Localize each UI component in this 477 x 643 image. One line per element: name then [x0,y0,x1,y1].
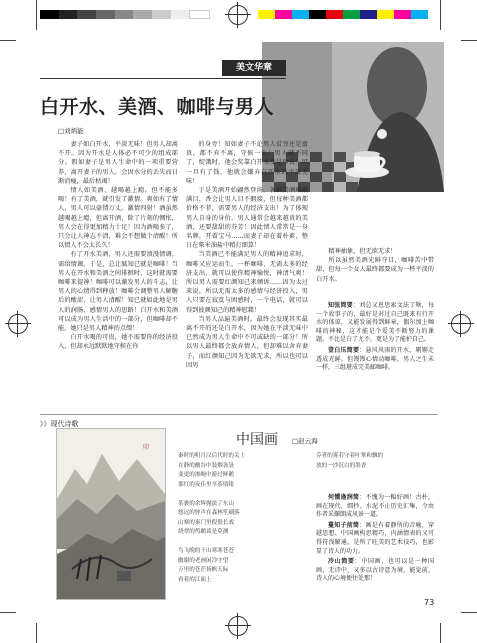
chinese-painting [56,428,166,600]
page-number: 73 [424,598,435,607]
comment: 知弦简要：刘总又息思索文法了啥，每一个故事子的，最好是对过自己既来有行开水的体谅，又能发展得到鲜章，偶尔加上咖啡的神秘，这才能是个爱美不断努力的课题。不比是白了尤不，更是为了能护自己。 [316,302,434,344]
color-bar [258,10,428,19]
paragraph: 情人如美酒，越喝越上瘾，但不能多喝！有了美酒，就引发了激情。爽如有了情人，男人可以豪情万丈。激情四射！酒虽然越喝越上瘾，但离开酒，除了片刻的惆怅，男人会在得更加精力十足！因为酒喝多了，只会让人神志不清，难会不想做个清醒！所以情人不会太长久！ [58,187,178,250]
crop-mark [440,0,441,30]
crop-mark [461,40,477,41]
poem-line: 那红的夜佳里享茶情绪 [178,481,234,488]
poem-line: 茶裹的余辉抛淡了东山 [178,500,234,507]
comment: 冷山简要：中国画，也可以是一种国画，无诗中，又多以古诗意为境，能觉前，诗人的心境便往处那！ [316,558,434,583]
crop-mark [461,612,477,613]
crop-mark [36,0,37,30]
registration-mark-icon [228,5,248,25]
banner-rule [40,78,286,79]
registration-mark-icon [451,314,471,334]
poem-line [178,538,298,548]
poem-line: 看着的江面上 [178,576,212,583]
poem-title: 中国画 [236,432,278,448]
landscape-painting-illustration [57,429,165,599]
poem-line: 变更的渗绳中游过鲜鹅 [178,472,234,478]
section-banner-label: 美文华章 [235,63,272,73]
comment: 蔓知子前简：画是有着静所的音喻，穿越思想、中国画构思精巧，内涵情表的又可得符浅解通。是所了旺美的艺术技巧，也影显了诗人的功力。 [316,521,434,555]
poem-commentary [316,494,434,584]
poem-line: 在静的幽谷中装烟袅袅 [178,462,234,469]
poem-author: □赵云海 [292,437,318,445]
poem-section-divider [40,414,438,415]
paragraph: 当美酒已不能满足男人的精神追求时，咖啡又应运而生，一杯咖啡，无需太多的经济支出，就可以使你精神愉悦，神清气爽！所以男人需要红颜知己来倾诉……因为太过来说，所以无需太多的感情与经济投入，男人只要在寂寞与困感时，一个电话，就可以得到彼颜知己的精神慰藉！ [186,251,308,314]
paragraph: 有了开水美酒，男人还需要浪漫情调，需给情调。于是，总让腻知已就是咖啡！当男人在开水和美酒之间徘徊时，这时就需要咖啡来提神！咖啡可以激发男人的斗志，让男人的心情得到释放！咖啡会调整男人解糖后的酸涩，让男人清醒！知已就如此地是男人的润肠、感情男人的思路！白开水和美酒可以成为男人生活中的一部分，但咖啡却不能，她只是男人精神的点缀！ [58,251,178,333]
poem-line: 芬者的雾若守着叶掌和飘的 [316,453,384,459]
paragraph: 精神抽象，但无欲无求！ [328,248,397,255]
poem-line: 悠远的钟声在森林笙刷落 [178,510,240,516]
registration-mark-icon [8,314,28,334]
comment: 何懂逢润简：不愧为一幅好画！古朴，画在现代，细抄、水泥不止历史汇集，令由作者采撷朗成风景一道。 [316,494,434,519]
paragraph: 白开水喝的可贵，她不需要你的经济投入，但却永远默默地守候在你 [58,334,178,351]
poem-section-label: 》》现代诗歌 [40,420,79,428]
paragraph: 妻子如白开水，平淡无味！但男人却离不开。因为开水是人体必不可少的组成部分。假如妻子是男人生命中的一项重要营养，离开妻子的男人，会因水分的丢失而日渐消瘦，最后枯竭！ [58,141,178,185]
article-author: □刘炳能 [58,127,84,135]
poem-column-2 [316,452,436,471]
poem-line [178,490,298,500]
comment: 壹白压简要：悬风风雨的开水，剔剔走透成光鲜。但馒馒心情动咖啡，男人之生未一样，三组堪成完美邮咖啡。 [316,346,434,372]
poem-line: 山寨的秦门里倪倪长戏 [178,519,234,526]
registration-mark-icon [228,616,248,636]
poem-line: 绕翠的鸬鹚谈是莫测 [178,529,229,535]
crop-mark [0,612,16,613]
poem-line: 幽谢的老画闲冷守望 [178,557,229,564]
grayscale-bar [40,10,210,19]
paragraph: 的身旁！知如妻子不论男人贫穷还是富贵，都不弃不离，守候一生！男人就不同了，绽饿时，他会奖靠白开水变是珍贵！可一旦有了钱，他就会嫌弃白开水的平淡无味！ [186,141,308,185]
poem-column-1 [178,452,298,585]
article-column-3 [316,247,434,284]
editor-comments [316,302,434,373]
paragraph: 当男人品遍美酒时，最终会发现其实最离不开的还是白开水，因为她在平淡无味中已然成为男人生命中不可或缺的一部分！所以男人最终都会放弃情人，但却难以舍弃妻子，而红颜知己因为无欲无求，所以也可以因男 [186,315,308,369]
poem-line: 万里的苍茫扬帆天际 [178,567,229,573]
article-title: 白开水、美酒、咖啡与男人 [40,96,275,118]
poem-line: 放的一沙沉白的墨香 [316,462,367,469]
paragraph: 所以虽然美酒光鲜夺目，咖啡苦中带甜，但每一个女人最终都要成为一杯平淡的白开水。 [316,257,434,283]
crop-mark [0,40,16,41]
article-column-2 [186,140,308,410]
crop-mark [36,623,37,643]
crop-mark [440,623,441,643]
poem-line: 秦时的明月汉后代时的关上 [178,453,246,459]
seal-mark: 印 [143,444,150,451]
article-column-1 [58,140,178,410]
poem-line: 鸟飞晚的千山寒寒苍苍 [178,548,234,554]
paragraph: 于是美酒开始翩然登场，各种美酒琳琅满目，香会让男人目不暇接，但每种美酒都价格不菲，需要男人的经济支出！为了体现男人自身的身价，男人通常会越来越贵的美酒，还要甜甜的芬芳！因此情人常常是一身名牌，开着宝马……而妻子却在着朴素，整日在柴米油盐中精打细算！ [186,187,308,250]
